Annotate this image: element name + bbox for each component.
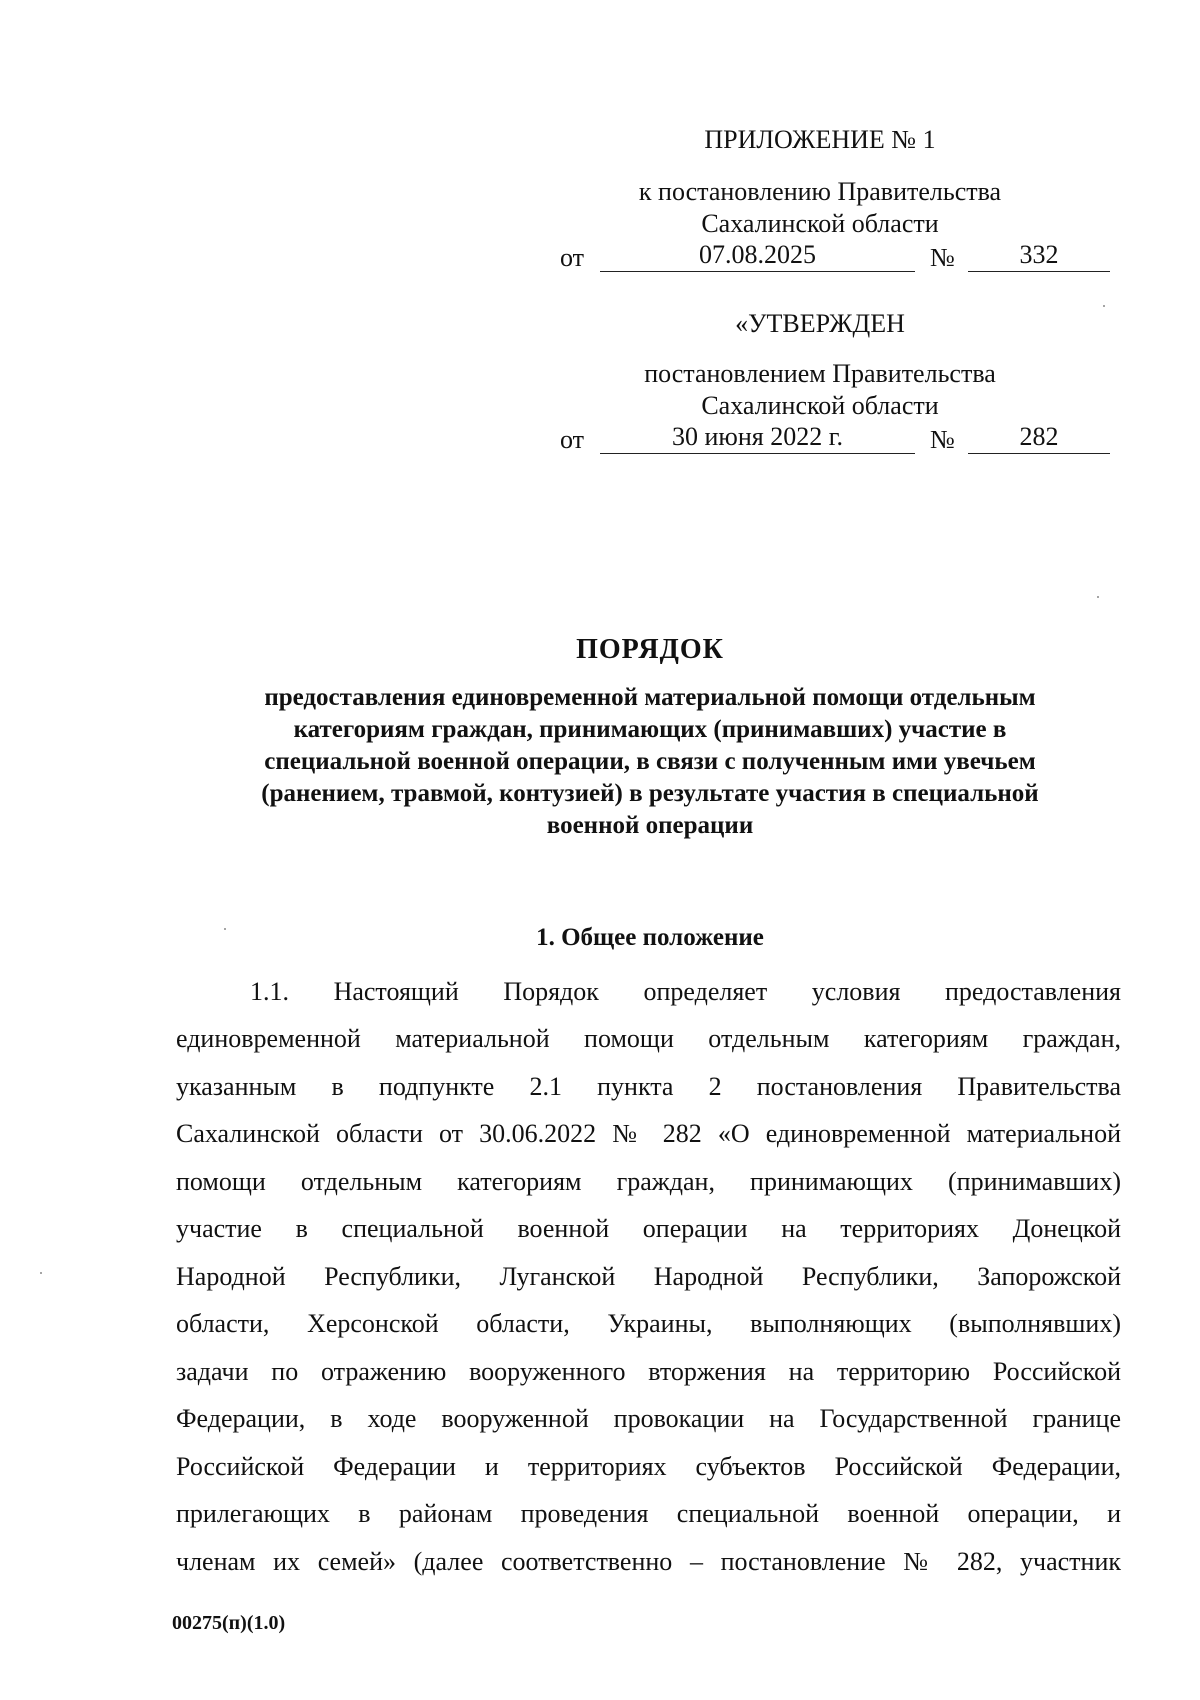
body-line: Российской Федерации и территориях субъектов Российской Федерации, bbox=[176, 1452, 1121, 1481]
approved-number-label: № bbox=[930, 425, 955, 454]
resolution-line-1: к постановлению Правительства bbox=[638, 177, 1002, 206]
approved-date: 30 июня 2022 г. bbox=[600, 422, 915, 454]
body-line: помощи отдельным категориям граждан, принимающих (принимавших) bbox=[176, 1167, 1121, 1196]
resolution-date: 07.08.2025 bbox=[600, 240, 915, 272]
scan-speck bbox=[1097, 596, 1099, 598]
date-from-label: от bbox=[560, 243, 585, 272]
section-heading: 1. Общее положение bbox=[536, 924, 764, 951]
resolution-line-2: Сахалинской области bbox=[701, 209, 939, 238]
approved-number: 282 bbox=[968, 422, 1110, 454]
subtitle-line: категориям граждан, принимающих (принимавших) участие в bbox=[293, 716, 1007, 743]
subtitle-line: (ранением, травмой, контузией) в результате участия в специальной bbox=[261, 780, 1039, 807]
body-line: 1.1. Настоящий Порядок определяет условия предоставления bbox=[250, 977, 1121, 1006]
body-line: Народной Республики, Луганской Народной Республики, Запорожской bbox=[176, 1262, 1121, 1291]
scan-speck bbox=[224, 928, 226, 930]
body-line: Федерации, в ходе вооруженной провокации на Государственной границе bbox=[176, 1404, 1121, 1433]
body-line: участие в специальной военной операции на территориях Донецкой bbox=[176, 1214, 1121, 1243]
body-line: прилегающих в районам проведения специальной военной операции, и bbox=[176, 1499, 1121, 1528]
subtitle-line: специальной военной операции, в связи с полученным ими увечьем bbox=[264, 748, 1036, 775]
approved-from-label: от bbox=[560, 425, 585, 454]
approved-line-1: постановлением Правительства bbox=[644, 359, 996, 388]
document-title: ПОРЯДОК bbox=[576, 634, 724, 665]
body-line: Сахалинской области от 30.06.2022 № 282 «О единовременной материальной bbox=[176, 1119, 1121, 1148]
subtitle-line: военной операции bbox=[546, 812, 754, 839]
body-line: членам их семей» (далее соответственно – постановление № 282, участник bbox=[176, 1547, 1121, 1576]
document-subtitle bbox=[160, 682, 1140, 842]
document-code: 00275(п)(1.0) bbox=[172, 1612, 286, 1634]
body-line: указанным в подпункте 2.1 пункта 2 постановления Правительства bbox=[176, 1072, 1121, 1101]
number-label: № bbox=[930, 243, 955, 272]
subtitle-line: предоставления единовременной материальной помощи отдельным bbox=[264, 684, 1036, 711]
approved-title: «УТВЕРЖДЕН bbox=[735, 309, 905, 338]
resolution-number: 332 bbox=[968, 240, 1110, 272]
body-line: области, Херсонской области, Украины, выполняющих (выполнявших) bbox=[176, 1309, 1121, 1338]
body-line: единовременной материальной помощи отдельным категориям граждан, bbox=[176, 1024, 1121, 1053]
appendix-title: ПРИЛОЖЕНИЕ № 1 bbox=[704, 125, 936, 154]
scan-speck bbox=[1103, 305, 1105, 307]
approved-line-2: Сахалинской области bbox=[701, 391, 939, 420]
body-line: задачи по отражению вооруженного вторжения на территорию Российской bbox=[176, 1357, 1121, 1386]
scan-speck bbox=[40, 1272, 42, 1274]
